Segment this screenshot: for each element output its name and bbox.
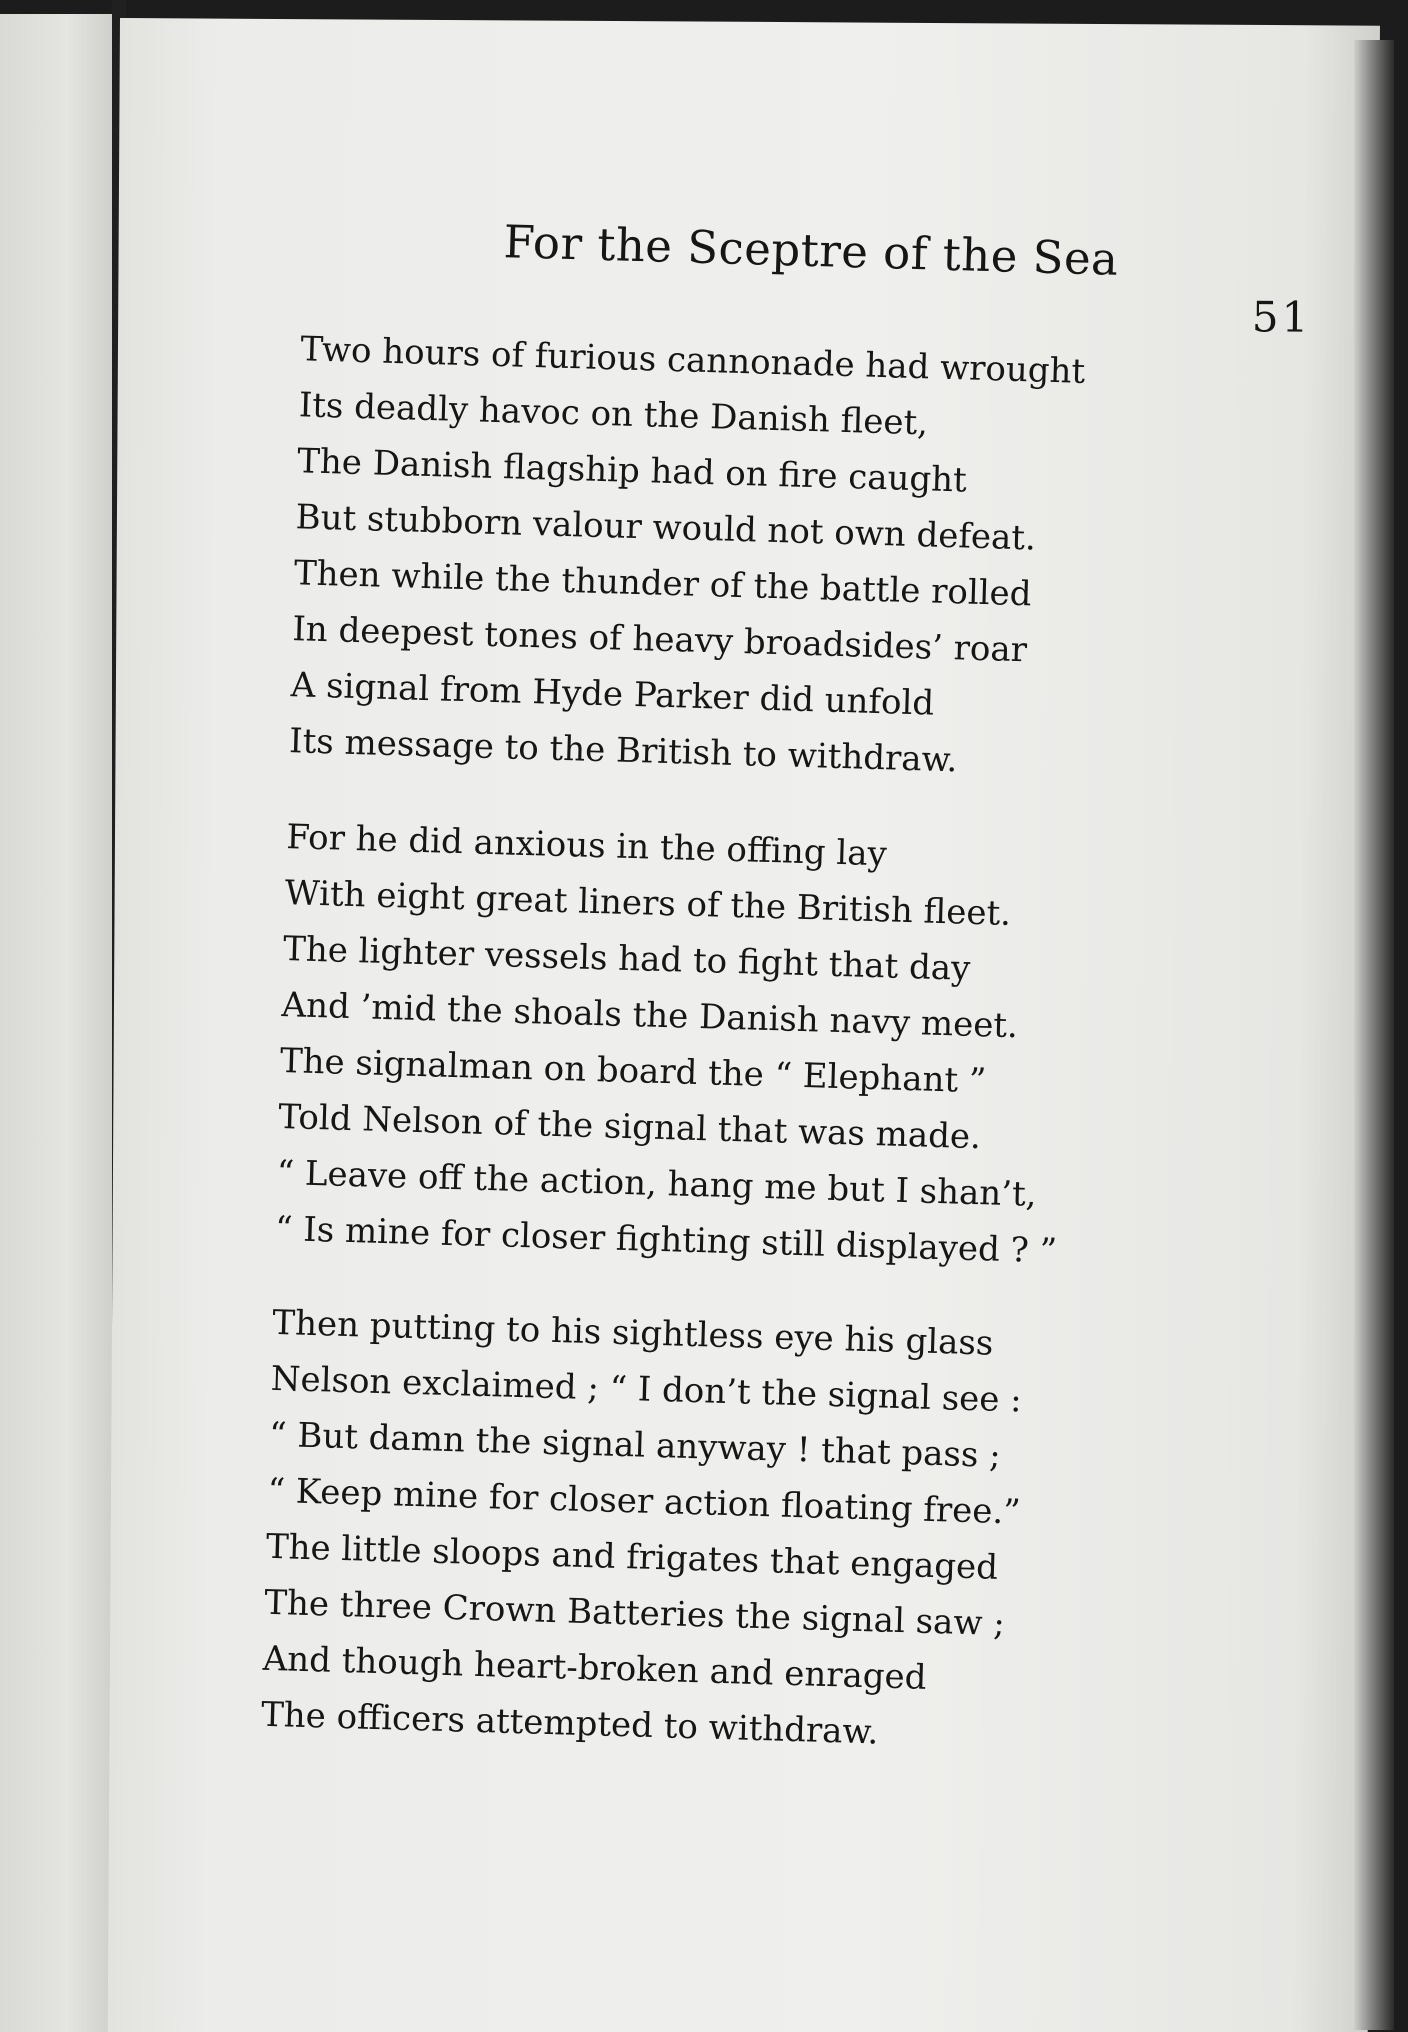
book-page (108, 18, 1380, 2032)
poem-line: Told Nelson of the signal that was made. (277, 1096, 982, 1158)
stanza-3 (260, 1295, 1026, 1765)
poem-line: Nelson exclaimed ; “ I don’t the signal see : (270, 1358, 1023, 1421)
poem-line: The lighter vessels had to fight that day (282, 929, 971, 989)
poem-line: And though heart-broken and enraged (262, 1638, 928, 1698)
poem-line: A signal from Hyde Parker did unfold (290, 665, 935, 724)
poem-line: Its message to the British to withdraw. (288, 721, 958, 781)
poem-line: And ’mid the shoals the Danish navy meet. (281, 985, 1019, 1047)
poem-line: In deepest tones of heavy broadsides’ roar (291, 609, 1028, 671)
poem-line: The three Crown Batteries the signal saw ; (263, 1582, 1006, 1645)
poem-line: Then while the thunder of the battle rolled (293, 553, 1033, 615)
poem-line: “ Keep mine for closer action floating free.” (267, 1470, 1022, 1533)
poem-line: For he did anxious in the offing lay (285, 817, 888, 875)
poem-line: Two hours of furious cannonade had wrought (299, 329, 1086, 392)
poem-line: The signalman on board the “ Elephant ” (279, 1041, 987, 1102)
stanza-1 (288, 321, 1086, 791)
poem-line: The officers attempted to withdraw. (260, 1694, 879, 1753)
poem-line: “ But damn the signal anyway ! that pass ; (268, 1414, 1002, 1476)
poem-line: “ Is mine for closer fighting still displayed ? ” (274, 1208, 1058, 1272)
page-content (210, 19, 1312, 1753)
stanza-2 (274, 809, 1069, 1279)
poem-line: With eight great liners of the British fleet. (284, 873, 1012, 934)
poem-line: The little sloops and frigates that engaged (265, 1526, 999, 1588)
page-number: 51 (1251, 292, 1312, 342)
poem-line: Its deadly havoc on the Danish fleet, (298, 385, 929, 444)
poem-line: “ Leave off the action, hang me but I shan’t, (276, 1152, 1038, 1215)
running-title: For the Sceptre of the Sea (502, 215, 1120, 286)
left-page-edge (0, 14, 112, 2032)
page-edge-shadow (1354, 40, 1394, 2030)
poem-line: Then putting to his sightless eye his glass (271, 1302, 994, 1364)
poem-line: The Danish flagship had on fire caught (296, 441, 968, 501)
poem-line: But stubborn valour would not own defeat. (295, 497, 1037, 559)
